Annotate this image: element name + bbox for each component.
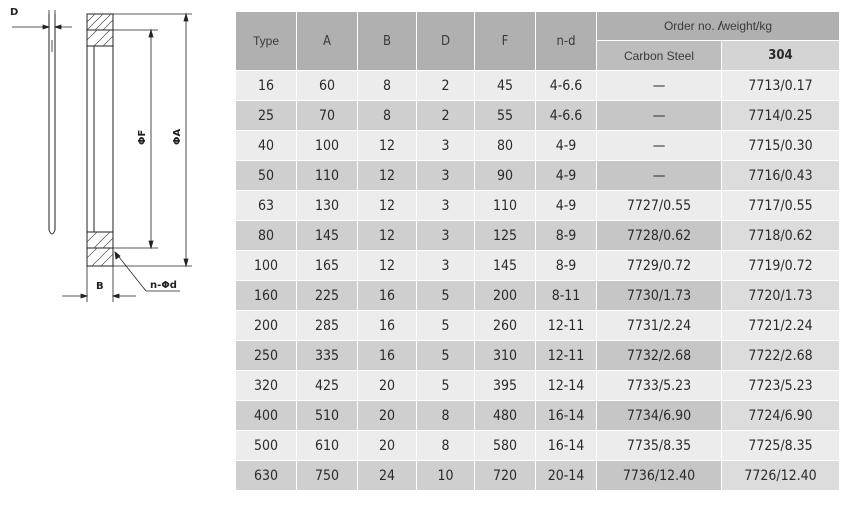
cell-304: 7724/6.90 <box>722 401 840 431</box>
cell-type: 40 <box>236 131 297 161</box>
label-D: D <box>10 7 19 18</box>
cell-A: 425 <box>297 371 358 401</box>
label-nd: n-Φd <box>150 280 177 291</box>
cell-type: 80 <box>236 221 297 251</box>
cell-F: 45 <box>475 71 536 101</box>
label-F: ΦF <box>137 129 148 145</box>
table-body <box>236 71 840 491</box>
cell-D: 3 <box>417 221 475 251</box>
cell-carbon-steel: 7731/2.24 <box>597 311 722 341</box>
cell-nd: 4-9 <box>536 161 597 191</box>
cell-nd: 8-9 <box>536 251 597 281</box>
cell-304: 7721/2.24 <box>722 311 840 341</box>
cell-D: 8 <box>417 431 475 461</box>
cell-B: 12 <box>358 191 417 221</box>
cell-carbon-steel: 7729/0.72 <box>597 251 722 281</box>
cell-type: 400 <box>236 401 297 431</box>
cell-A: 130 <box>297 191 358 221</box>
table-row <box>236 341 840 371</box>
cell-A: 750 <box>297 461 358 491</box>
table-row <box>236 371 840 401</box>
cell-B: 12 <box>358 161 417 191</box>
table-row <box>236 101 840 131</box>
cell-B: 24 <box>358 461 417 491</box>
header-304: 304 <box>722 41 840 71</box>
cell-carbon-steel: 7735/8.35 <box>597 431 722 461</box>
header-order-sep: / <box>718 19 722 33</box>
cell-type: 320 <box>236 371 297 401</box>
cell-type: 250 <box>236 341 297 371</box>
table-row <box>236 431 840 461</box>
dimension-D <box>12 10 72 29</box>
cell-type: 63 <box>236 191 297 221</box>
cell-type: 160 <box>236 281 297 311</box>
cell-type: 630 <box>236 461 297 491</box>
cell-304: 7720/1.73 <box>722 281 840 311</box>
table-row <box>236 311 840 341</box>
table-row <box>236 221 840 251</box>
cell-D: 5 <box>417 371 475 401</box>
cell-D: 3 <box>417 251 475 281</box>
cell-carbon-steel: 7733/5.23 <box>597 371 722 401</box>
cell-nd: 4-9 <box>536 131 597 161</box>
cell-type: 25 <box>236 101 297 131</box>
cell-B: 16 <box>358 311 417 341</box>
cell-carbon-steel: 7732/2.68 <box>597 341 722 371</box>
cell-B: 8 <box>358 101 417 131</box>
cell-type: 16 <box>236 71 297 101</box>
dimension-F <box>113 30 158 248</box>
spec-table <box>235 11 840 491</box>
header-D: D <box>417 12 475 71</box>
cell-A: 335 <box>297 341 358 371</box>
cell-D: 3 <box>417 161 475 191</box>
cell-type: 500 <box>236 431 297 461</box>
cell-B: 12 <box>358 251 417 281</box>
cell-type: 50 <box>236 161 297 191</box>
cell-A: 100 <box>297 131 358 161</box>
cell-F: 80 <box>475 131 536 161</box>
flange-drawing <box>0 0 230 310</box>
cell-D: 5 <box>417 311 475 341</box>
section-hatching <box>87 14 113 266</box>
label-A: ΦA <box>172 128 183 145</box>
cell-F: 125 <box>475 221 536 251</box>
cell-304: 7726/12.40 <box>722 461 840 491</box>
table-row <box>236 71 840 101</box>
cell-F: 145 <box>475 251 536 281</box>
cell-carbon-steel: 7728/0.62 <box>597 221 722 251</box>
cell-carbon-steel: — <box>597 71 722 101</box>
cell-B: 12 <box>358 221 417 251</box>
label-B: B <box>96 281 104 292</box>
oring-profile <box>49 14 55 234</box>
cell-B: 20 <box>358 371 417 401</box>
cell-carbon-steel: 7730/1.73 <box>597 281 722 311</box>
table-header <box>236 12 840 71</box>
cell-carbon-steel: 7727/0.55 <box>597 191 722 221</box>
table-row <box>236 281 840 311</box>
cell-B: 8 <box>358 71 417 101</box>
cell-304: 7715/0.30 <box>722 131 840 161</box>
table-row <box>236 401 840 431</box>
cell-F: 580 <box>475 431 536 461</box>
table-row <box>236 251 840 281</box>
cell-D: 5 <box>417 281 475 311</box>
cell-F: 55 <box>475 101 536 131</box>
cell-nd: 16-14 <box>536 401 597 431</box>
cell-304: 7718/0.62 <box>722 221 840 251</box>
cell-304: 7722/2.68 <box>722 341 840 371</box>
table-row <box>236 161 840 191</box>
cell-carbon-steel: 7734/6.90 <box>597 401 722 431</box>
cell-nd: 12-14 <box>536 371 597 401</box>
cell-F: 720 <box>475 461 536 491</box>
cell-nd: 4-6.6 <box>536 71 597 101</box>
cell-D: 5 <box>417 341 475 371</box>
cell-carbon-steel: — <box>597 131 722 161</box>
cell-type: 100 <box>236 251 297 281</box>
header-order-prefix: Order no. <box>663 19 715 33</box>
cell-carbon-steel: — <box>597 101 722 131</box>
cell-B: 16 <box>358 341 417 371</box>
cell-nd: 12-11 <box>536 311 597 341</box>
cell-type: 200 <box>236 311 297 341</box>
cell-nd: 16-14 <box>536 431 597 461</box>
cell-A: 285 <box>297 311 358 341</box>
cell-F: 395 <box>475 371 536 401</box>
cell-nd: 8-11 <box>536 281 597 311</box>
cell-nd: 8-9 <box>536 221 597 251</box>
cell-304: 7723/5.23 <box>722 371 840 401</box>
cell-D: 8 <box>417 401 475 431</box>
cell-B: 12 <box>358 131 417 161</box>
cell-304: 7716/0.43 <box>722 161 840 191</box>
cell-A: 225 <box>297 281 358 311</box>
cell-B: 20 <box>358 401 417 431</box>
cell-304: 7714/0.25 <box>722 101 840 131</box>
header-F: F <box>475 12 536 71</box>
cell-A: 510 <box>297 401 358 431</box>
cell-D: 10 <box>417 461 475 491</box>
cell-B: 20 <box>358 431 417 461</box>
cell-D: 3 <box>417 191 475 221</box>
flange-section <box>87 14 113 266</box>
cell-304: 7713/0.17 <box>722 71 840 101</box>
cell-A: 145 <box>297 221 358 251</box>
header-B: B <box>358 12 417 71</box>
cell-carbon-steel: 7736/12.40 <box>597 461 722 491</box>
cell-F: 260 <box>475 311 536 341</box>
cell-D: 3 <box>417 131 475 161</box>
cell-D: 2 <box>417 101 475 131</box>
cell-carbon-steel: — <box>597 161 722 191</box>
cell-A: 610 <box>297 431 358 461</box>
cell-304: 7717/0.55 <box>722 191 840 221</box>
header-type: Type <box>236 12 297 71</box>
header-order-group <box>597 12 840 41</box>
cell-nd: 4-9 <box>536 191 597 221</box>
table-row <box>236 191 840 221</box>
table-row <box>236 131 840 161</box>
cell-A: 110 <box>297 161 358 191</box>
cell-F: 200 <box>475 281 536 311</box>
cell-A: 60 <box>297 71 358 101</box>
cell-F: 480 <box>475 401 536 431</box>
cell-nd: 20-14 <box>536 461 597 491</box>
header-order-suffix: weight/kg <box>721 19 773 33</box>
cell-nd: 4-6.6 <box>536 101 597 131</box>
cell-nd: 12-11 <box>536 341 597 371</box>
cell-A: 70 <box>297 101 358 131</box>
cell-F: 90 <box>475 161 536 191</box>
header-A: A <box>297 12 358 71</box>
cell-F: 110 <box>475 191 536 221</box>
cell-A: 165 <box>297 251 358 281</box>
header-carbon-steel: Carbon Steel <box>597 41 722 71</box>
cell-304: 7725/8.35 <box>722 431 840 461</box>
cell-B: 16 <box>358 281 417 311</box>
cell-F: 310 <box>475 341 536 371</box>
table-row <box>236 461 840 491</box>
header-nd: n-d <box>536 12 597 71</box>
cell-304: 7719/0.72 <box>722 251 840 281</box>
cell-D: 2 <box>417 71 475 101</box>
